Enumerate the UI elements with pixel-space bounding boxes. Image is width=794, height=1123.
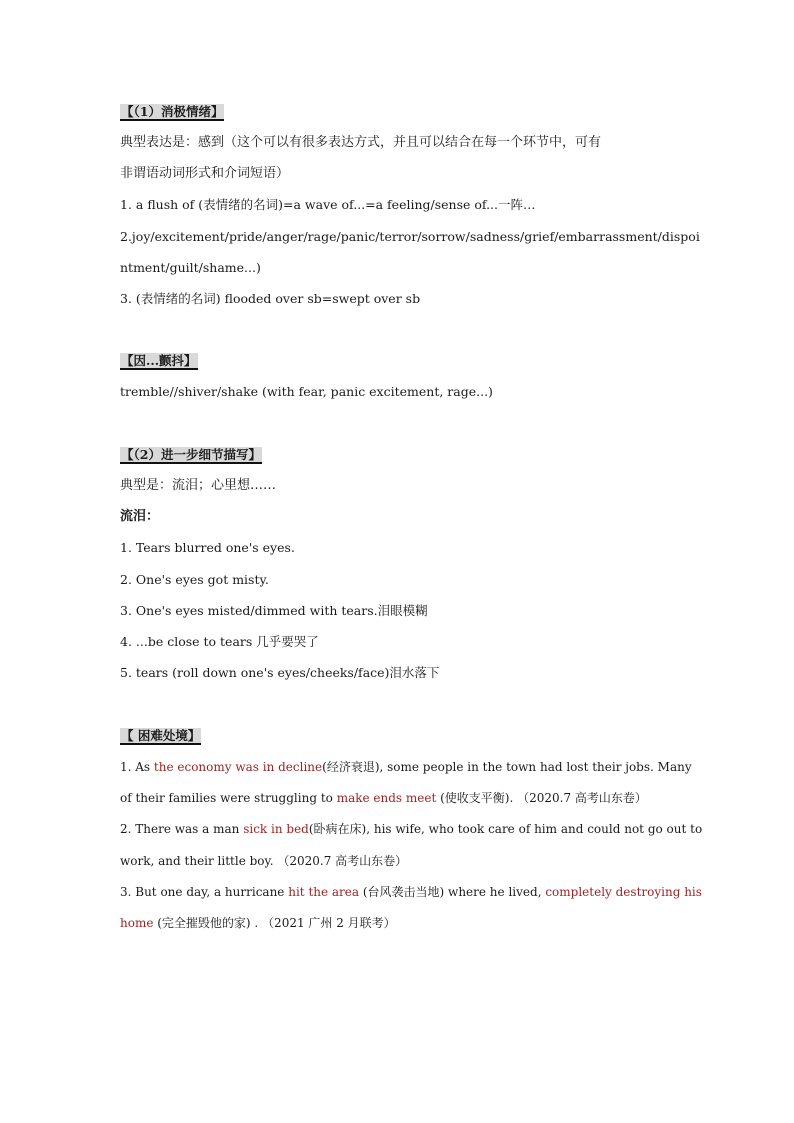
- section-heading-details: 【（2）进一步细节描写】: [121, 447, 261, 462]
- section-heading-tremble: 【因...颤抖】: [121, 353, 197, 368]
- list-item: 2. One's eyes got misty.: [120, 572, 269, 587]
- highlight-phrase: sick in bed: [243, 822, 309, 836]
- paragraph-3-line-2: home (完全摧毁他的家) . （2021 广州 2 月联考）: [120, 916, 396, 930]
- list-item: 2.joy/excitement/pride/anger/rage/panic/terror/sorrow/sadness/grief/embarrassment/dispoi: [120, 229, 700, 244]
- paragraph-2-line-1: 2. There was a man sick in bed(卧病在床), his wife, who took care of him and could not go out to: [120, 822, 703, 836]
- paragraph-2-line-2: work, and their little boy. （2020.7 高考山东卷）: [120, 854, 408, 868]
- highlight-phrase: completely destroying his: [545, 885, 702, 899]
- list-item-continued: ntment/guilt/shame...): [120, 260, 261, 275]
- list-item: 3. One's eyes misted/dimmed with tears.泪眼模糊: [120, 603, 428, 618]
- list-item: 5. tears (roll down one's eyes/cheeks/face)泪水落下: [120, 665, 440, 680]
- highlight-phrase: make ends meet: [336, 791, 437, 805]
- details-intro: 典型是：流泪；心里想……: [120, 478, 277, 493]
- highlight-phrase: hit the area: [288, 885, 360, 899]
- paragraph-1-line-2: of their families were struggling to make ends meet (使收支平衡). （2020.7 高考山东卷）: [120, 791, 647, 805]
- tremble-line: tremble//shiver/shake (with fear, panic excitement, rage...): [120, 384, 493, 399]
- list-item: 1. a flush of (表情绪的名词)=a wave of...=a feeling/sense of...一阵…: [120, 197, 536, 212]
- paragraph-3-line-1: 3. But one day, a hurricane hit the area (台风袭击当地) where he lived, completely destroying his: [120, 885, 702, 899]
- highlight-phrase: home: [120, 916, 154, 930]
- list-item: 1. Tears blurred one's eyes.: [120, 540, 295, 555]
- list-item: 3. (表情绪的名词) flooded over sb=swept over sb: [120, 291, 421, 306]
- intro-line-2: 非谓语动词形式和介词短语）: [120, 166, 290, 181]
- highlight-phrase: the economy was in decline: [153, 760, 323, 774]
- list-item: 4. ...be close to tears 几乎要哭了: [120, 634, 319, 649]
- section-heading-negative-emotions: 【（1）消极情绪】: [121, 104, 224, 119]
- paragraph-1-line-1: 1. As the economy was in decline(经济衰退), some people in the town had lost their jobs. Many: [120, 760, 692, 774]
- intro-line-1: 典型表达是：感到（这个可以有很多表达方式，并且可以结合在每一个环节中，可有: [120, 135, 602, 150]
- details-subheading: 流泪：: [120, 509, 160, 524]
- section-heading-difficulty: 【 困难处境】: [121, 728, 201, 743]
